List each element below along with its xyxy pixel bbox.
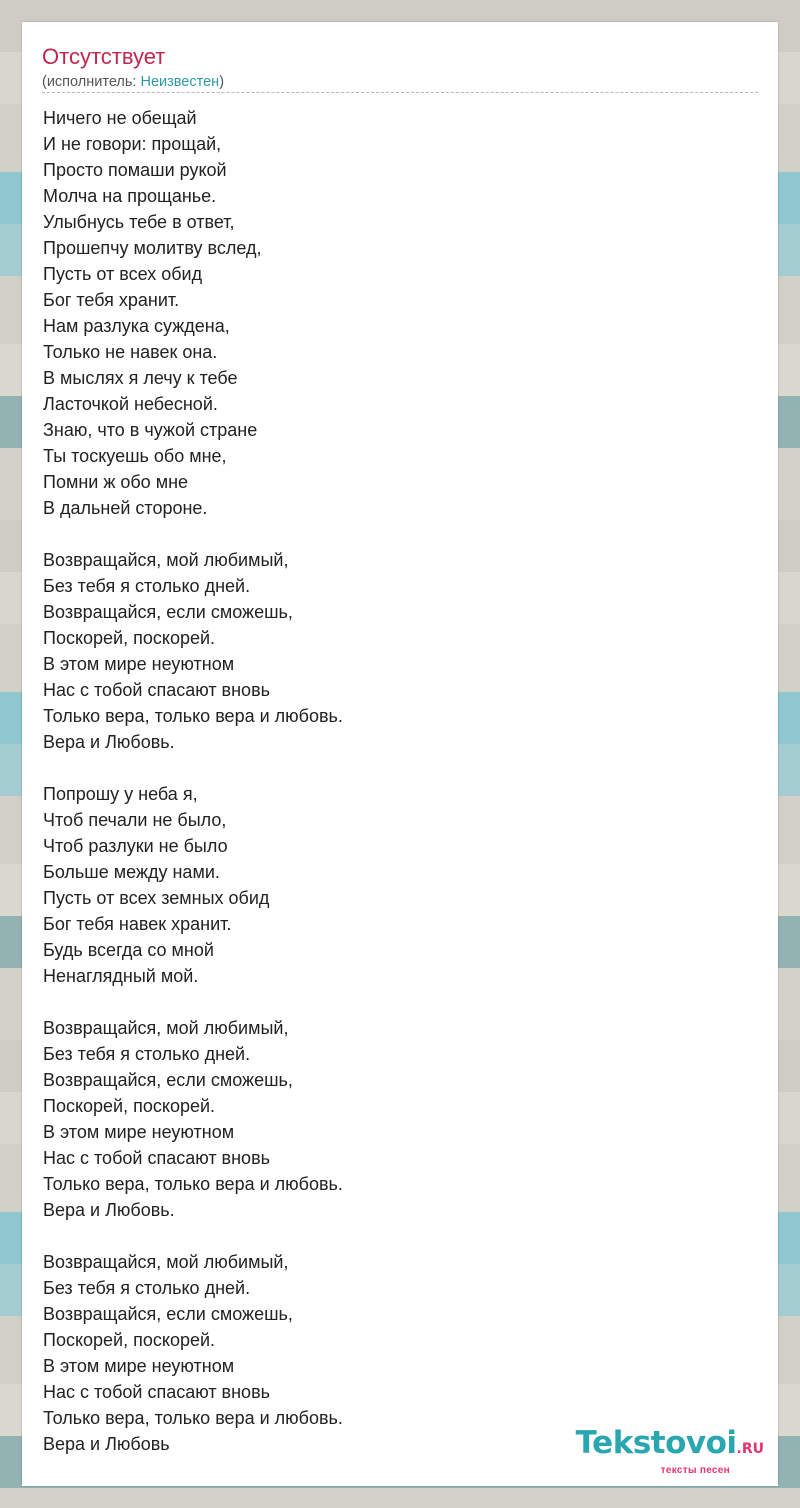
lyrics-line: Поскорей, поскорей. [43, 1096, 216, 1116]
lyrics-line: Вера и Любовь. [43, 732, 175, 752]
lyrics-line: В дальней стороне. [43, 498, 208, 518]
lyrics-text [43, 105, 743, 1457]
lyrics-line: Улыбнусь тебе в ответ, [43, 212, 235, 232]
logo-tld: .RU [736, 1441, 764, 1457]
lyrics-line: В мыслях я лечу к тебе [43, 368, 238, 388]
lyrics-line: В этом мире неуютном [43, 1356, 235, 1376]
lyrics-line: Поскорей, поскорей. [43, 628, 216, 648]
lyrics-line: Возвращайся, мой любимый, [43, 1018, 289, 1038]
lyrics-line: Попрошу у неба я, [43, 784, 198, 804]
lyrics-line: Бог тебя навек хранит. [43, 914, 232, 934]
lyrics-line: Только не навек она. [43, 342, 218, 362]
lyrics-line: Без тебя я столько дней. [43, 1278, 251, 1298]
lyrics-line: Ненаглядный мой. [43, 966, 199, 986]
lyrics-line: Нас с тобой спасают вновь [43, 1382, 271, 1402]
lyrics-line: Вера и Любовь [43, 1434, 170, 1454]
lyrics-line: Чтоб разлуки не было [43, 836, 228, 856]
lyrics-line: Молча на прощанье. [43, 186, 217, 206]
logo-wordmark [576, 1427, 764, 1465]
lyrics-line: Без тебя я столько дней. [43, 1044, 251, 1064]
lyrics-stanza [43, 547, 743, 755]
lyrics-stanza [43, 781, 743, 989]
lyrics-line: В этом мире неуютном [43, 654, 235, 674]
lyrics-line: Ничего не обещай [43, 108, 197, 128]
lyrics-line: Вера и Любовь. [43, 1200, 175, 1220]
lyrics-line: Только вера, только вера и любовь. [43, 1408, 343, 1428]
performer-link[interactable]: Неизвестен [140, 74, 220, 90]
performer-line [42, 73, 224, 91]
logo-tagline: тексты песен [660, 1465, 730, 1476]
lyrics-line: Нас с тобой спасают вновь [43, 1148, 271, 1168]
title-divider [42, 92, 758, 93]
performer-suffix: ) [219, 74, 225, 90]
lyrics-line: Пусть от всех обид [43, 264, 203, 284]
lyrics-stanza [43, 105, 743, 521]
lyrics-line: И не говори: прощай, [43, 134, 222, 154]
lyrics-line: Нас с тобой спасают вновь [43, 680, 271, 700]
lyrics-card [22, 22, 778, 1486]
lyrics-line: Чтоб печали не было, [43, 810, 227, 830]
lyrics-line: Ты тоскуешь обо мне, [43, 446, 227, 466]
lyrics-line: Будь всегда со мной [43, 940, 214, 960]
lyrics-line: Возвращайся, если сможешь, [43, 1304, 293, 1324]
lyrics-line: Возвращайся, если сможешь, [43, 602, 293, 622]
lyrics-line: Пусть от всех земных обид [43, 888, 270, 908]
lyrics-line: Ласточкой небесной. [43, 394, 218, 414]
lyrics-line: Возвращайся, если сможешь, [43, 1070, 293, 1090]
lyrics-line: Просто помаши рукой [43, 160, 227, 180]
lyrics-line: Нам разлука суждена, [43, 316, 230, 336]
lyrics-line: Возвращайся, мой любимый, [43, 550, 289, 570]
lyrics-line: Только вера, только вера и любовь. [43, 1174, 343, 1194]
lyrics-line: Возвращайся, мой любимый, [43, 1252, 289, 1272]
lyrics-line: Прошепчу молитву вслед, [43, 238, 262, 258]
lyrics-line: Больше между нами. [43, 862, 220, 882]
lyrics-line: Без тебя я столько дней. [43, 576, 251, 596]
lyrics-line: В этом мире неуютном [43, 1122, 235, 1142]
logo-brand: Tekstovoi [575, 1425, 737, 1461]
song-title: Отсутствует [42, 44, 166, 69]
lyrics-line: Только вера, только вера и любовь. [43, 706, 343, 726]
lyrics-stanza [43, 1015, 743, 1223]
lyrics-line: Поскорей, поскорей. [43, 1330, 216, 1350]
site-logo [576, 1427, 764, 1476]
lyrics-line: Бог тебя хранит. [43, 290, 180, 310]
lyrics-line: Знаю, что в чужой стране [43, 420, 258, 440]
lyrics-line: Помни ж обо мне [43, 472, 189, 492]
performer-prefix: (исполнитель: [42, 74, 141, 90]
